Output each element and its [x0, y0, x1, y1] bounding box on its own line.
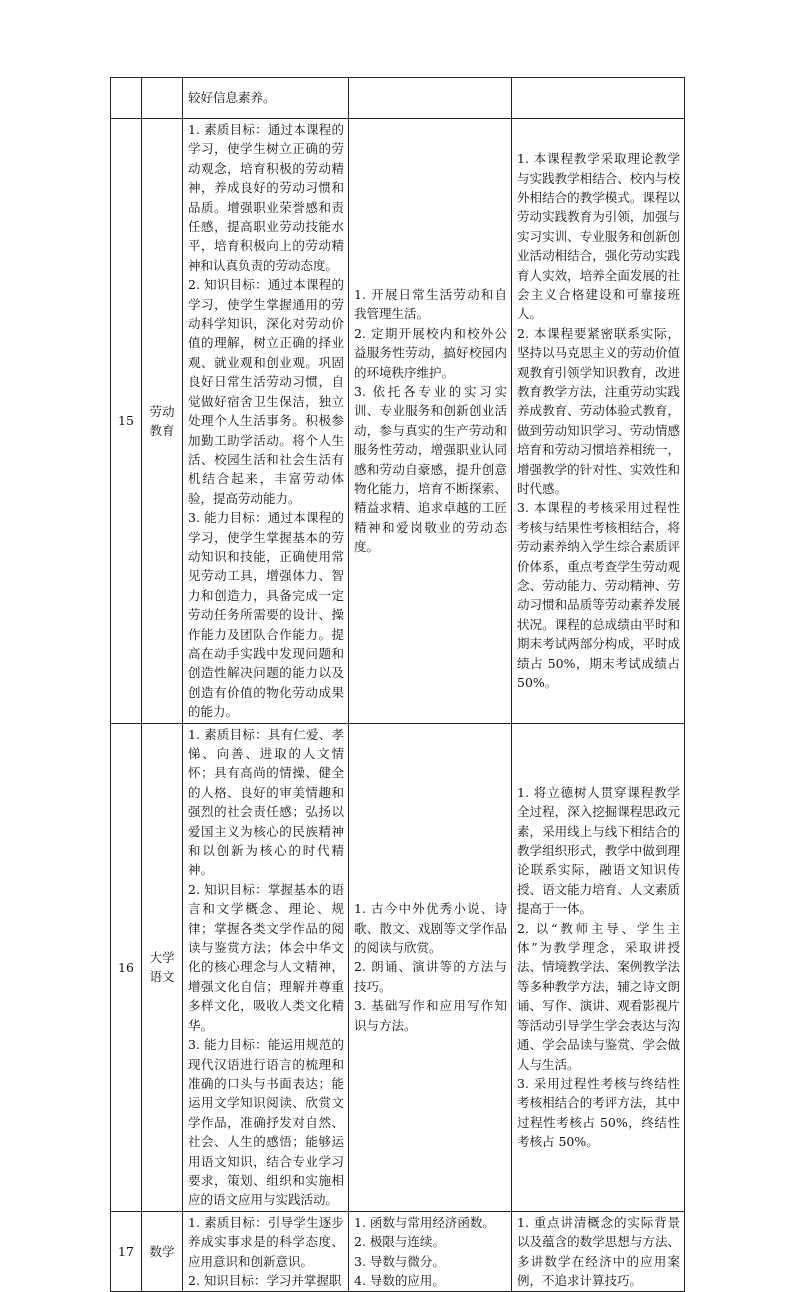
goal-text: 1. 素质目标：引导学生逐步养成实事求是的科学态度、应用意识和创新意识。: [188, 1214, 344, 1269]
course-content-cell: [349, 119, 512, 724]
method-text: 1. 本课程教学采取理论教学与实践教学相结合、校内与校外相结合的教学模式。课程以劳动实践教育为引领，加强与实习实训、专业服务和创新创业活动相结合，强化劳动实践育人实效，培养全面发展的社会主义合格建设和可靠接班人。: [517, 151, 680, 322]
method-text: 3. 本课程的考核采用过程性考核与结果性考核相结合，将劳动素养纳入学生综合素质评价体系，重点考查学生劳动观念、劳动能力、劳动精神、劳动习惯和品质等劳动素养发展状况。课程的总成绩由平时和期末考试两部分构成，平时成绩占 50%，期末考试成绩占 50%。: [517, 500, 680, 691]
course-content-cell: [349, 723, 512, 1211]
content-text: 3. 依托各专业的实习实训、专业服务和创新创业活动，参与真实的生产劳动和服务性劳动，增强职业认同感和劳动自豪感，提升创意物化能力，培育不断探索、精益求精、追求卓越的工匠精神和爱岗敬业的劳动态度。: [354, 383, 507, 555]
content-text: 2. 定期开展校内和校外公益服务性劳动，搞好校园内的环境秩序维护。: [354, 325, 507, 380]
method-text: 2. 以“教师主导、学生主体”为教学理念，采取讲授法、情境教学法、案例教学法等多种教学方法，辅之诗文朗诵、写作、演讲、观看影视片等活动引导学生学会表达与沟通、学会品读与鉴赏、学会做人与生活。: [517, 920, 680, 1072]
content-text: 1. 开展日常生活劳动和自我管理生活。: [354, 286, 507, 322]
content-text: 2. 极限与连续。: [354, 1234, 445, 1250]
content-text: 1. 古今中外优秀小说、诗歌、散文、戏剧等文学作品的阅读与欣赏。: [354, 901, 507, 956]
table-row: [111, 119, 685, 724]
method-text: 2. 本课程要紧密联系实际，坚持以马克思主义的劳动价值观教育引领学知识教育，改进教育教学方法，注重劳动实践养成教育、劳动体验式教育，做到劳动知识学习、劳动情感培育和劳动习惯培养相统一，增强教学的针对性、实效性和时代感。: [517, 325, 680, 497]
course-content-cell: [349, 78, 512, 119]
method-text: 3. 采用过程性考核与终结性考核相结合的考评方法，其中过程性考核占 50%，终结性考核占 50%。: [517, 1075, 680, 1150]
course-name-cell: 劳动教育: [142, 119, 183, 724]
row-number-cell: [111, 78, 142, 119]
goal-text: 2. 知识目标：掌握基本的语言和文学概念、理论、规律；掌握各类文学作品的阅读与鉴赏方法；体会中华文化的核心理念与人文精神，增强文化自信；理解并尊重多样文化，吸收人类文化精华。: [188, 881, 344, 1033]
course-content-cell: [349, 1211, 512, 1292]
row-number-cell: 15: [111, 119, 142, 724]
content-text: 3. 基础写作和应用写作知识与方法。: [354, 998, 507, 1033]
course-goals-cell: [183, 119, 349, 724]
goal-text: 3. 能力目标：能运用规范的现代汉语进行语言的梳理和准确的口头与书面表达；能运用文学知识阅读、欣赏文学作品，准确抒发对自然、社会、人生的感悟；能够运用语文知识，结合专业学习要求，策划、组织和实施相应的语文应用与实践活动。: [188, 1037, 344, 1208]
method-text: 1. 将立德树人贯穿课程教学全过程，深入挖掘课程思政元素，采用线上与线下相结合的教学组织形式，教学中做到理论联系实际，融语文知识传授、语文能力培育、人文素质提高于一体。: [517, 784, 680, 917]
course-name-cell: 数学: [142, 1211, 183, 1292]
goal-text: 2. 知识目标：学习并掌握职: [188, 1272, 342, 1288]
content-text: 4. 导数的应用。: [354, 1272, 445, 1288]
row-number-cell: 17: [111, 1211, 142, 1292]
goal-text: 2. 知识目标：通过本课程的学习，使学生掌握通用的劳动科学知识，深化对劳动价值的理解，树立正确的择业观、就业观和创业观。巩固良好日常生活劳动习惯，自觉做好宿舍卫生保洁，独立处理个人生活事务。积极参加勤工助学活动。将个人生活、校园生活和社会生活有机结合起来，丰富劳动体验，提高劳动能力。: [188, 277, 344, 506]
goal-text: 3. 能力目标：通过本课程的学习，使学生掌握基本的劳动知识和技能，正确使用常见劳动工具，增强体力、智力和创造力，具备完成一定劳动任务所需要的设计、操作能力及团队合作能力。提高在动手实践中发现问题和创造性解决问题的能力以及创造有价值的物化劳动成果的能力。: [188, 510, 344, 720]
goal-text: 1. 素质目标：具有仁爱、孝悌、向善、进取的人文情怀；具有高尚的情操、健全的人格、良好的审美情趣和强烈的社会责任感；弘扬以爱国主义为核心的民族精神和以创新为核心的时代精神。: [188, 726, 344, 878]
table-row: [111, 723, 685, 1211]
row-number-cell: 16: [111, 723, 142, 1211]
course-goals-cell: [183, 1211, 349, 1292]
content-text: 2. 朗诵、演讲等的方法与技巧。: [354, 959, 507, 994]
teaching-method-cell: [512, 723, 685, 1211]
course-goals-cell: [183, 723, 349, 1211]
method-text: 1. 重点讲清概念的实际背景以及蕴含的数学思想与方法、多讲数学在经济中的应用案例，不追求计算技巧。: [517, 1214, 680, 1288]
content-text: 1. 函数与常用经济函数。: [354, 1214, 495, 1230]
table-row: [111, 78, 685, 119]
goal-text: 较好信息素养。: [188, 90, 276, 106]
content-text: 3. 导数与微分。: [354, 1253, 445, 1269]
course-table: [110, 77, 685, 1292]
teaching-method-cell: [512, 1211, 685, 1292]
course-name-cell: [142, 78, 183, 119]
course-name-cell: 大学语文: [142, 723, 183, 1211]
course-goals-cell: [183, 78, 349, 119]
goal-text: 1. 素质目标：通过本课程的学习，使学生树立正确的劳动观念，培育积极的劳动精神，养成良好的劳动习惯和品质。增强职业荣誉感和责任感，提高职业劳动技能水平，培育积极向上的劳动精神和认真负责的劳动态度。: [188, 122, 344, 273]
table-row: [111, 1211, 685, 1292]
teaching-method-cell: [512, 78, 685, 119]
teaching-method-cell: [512, 119, 685, 724]
